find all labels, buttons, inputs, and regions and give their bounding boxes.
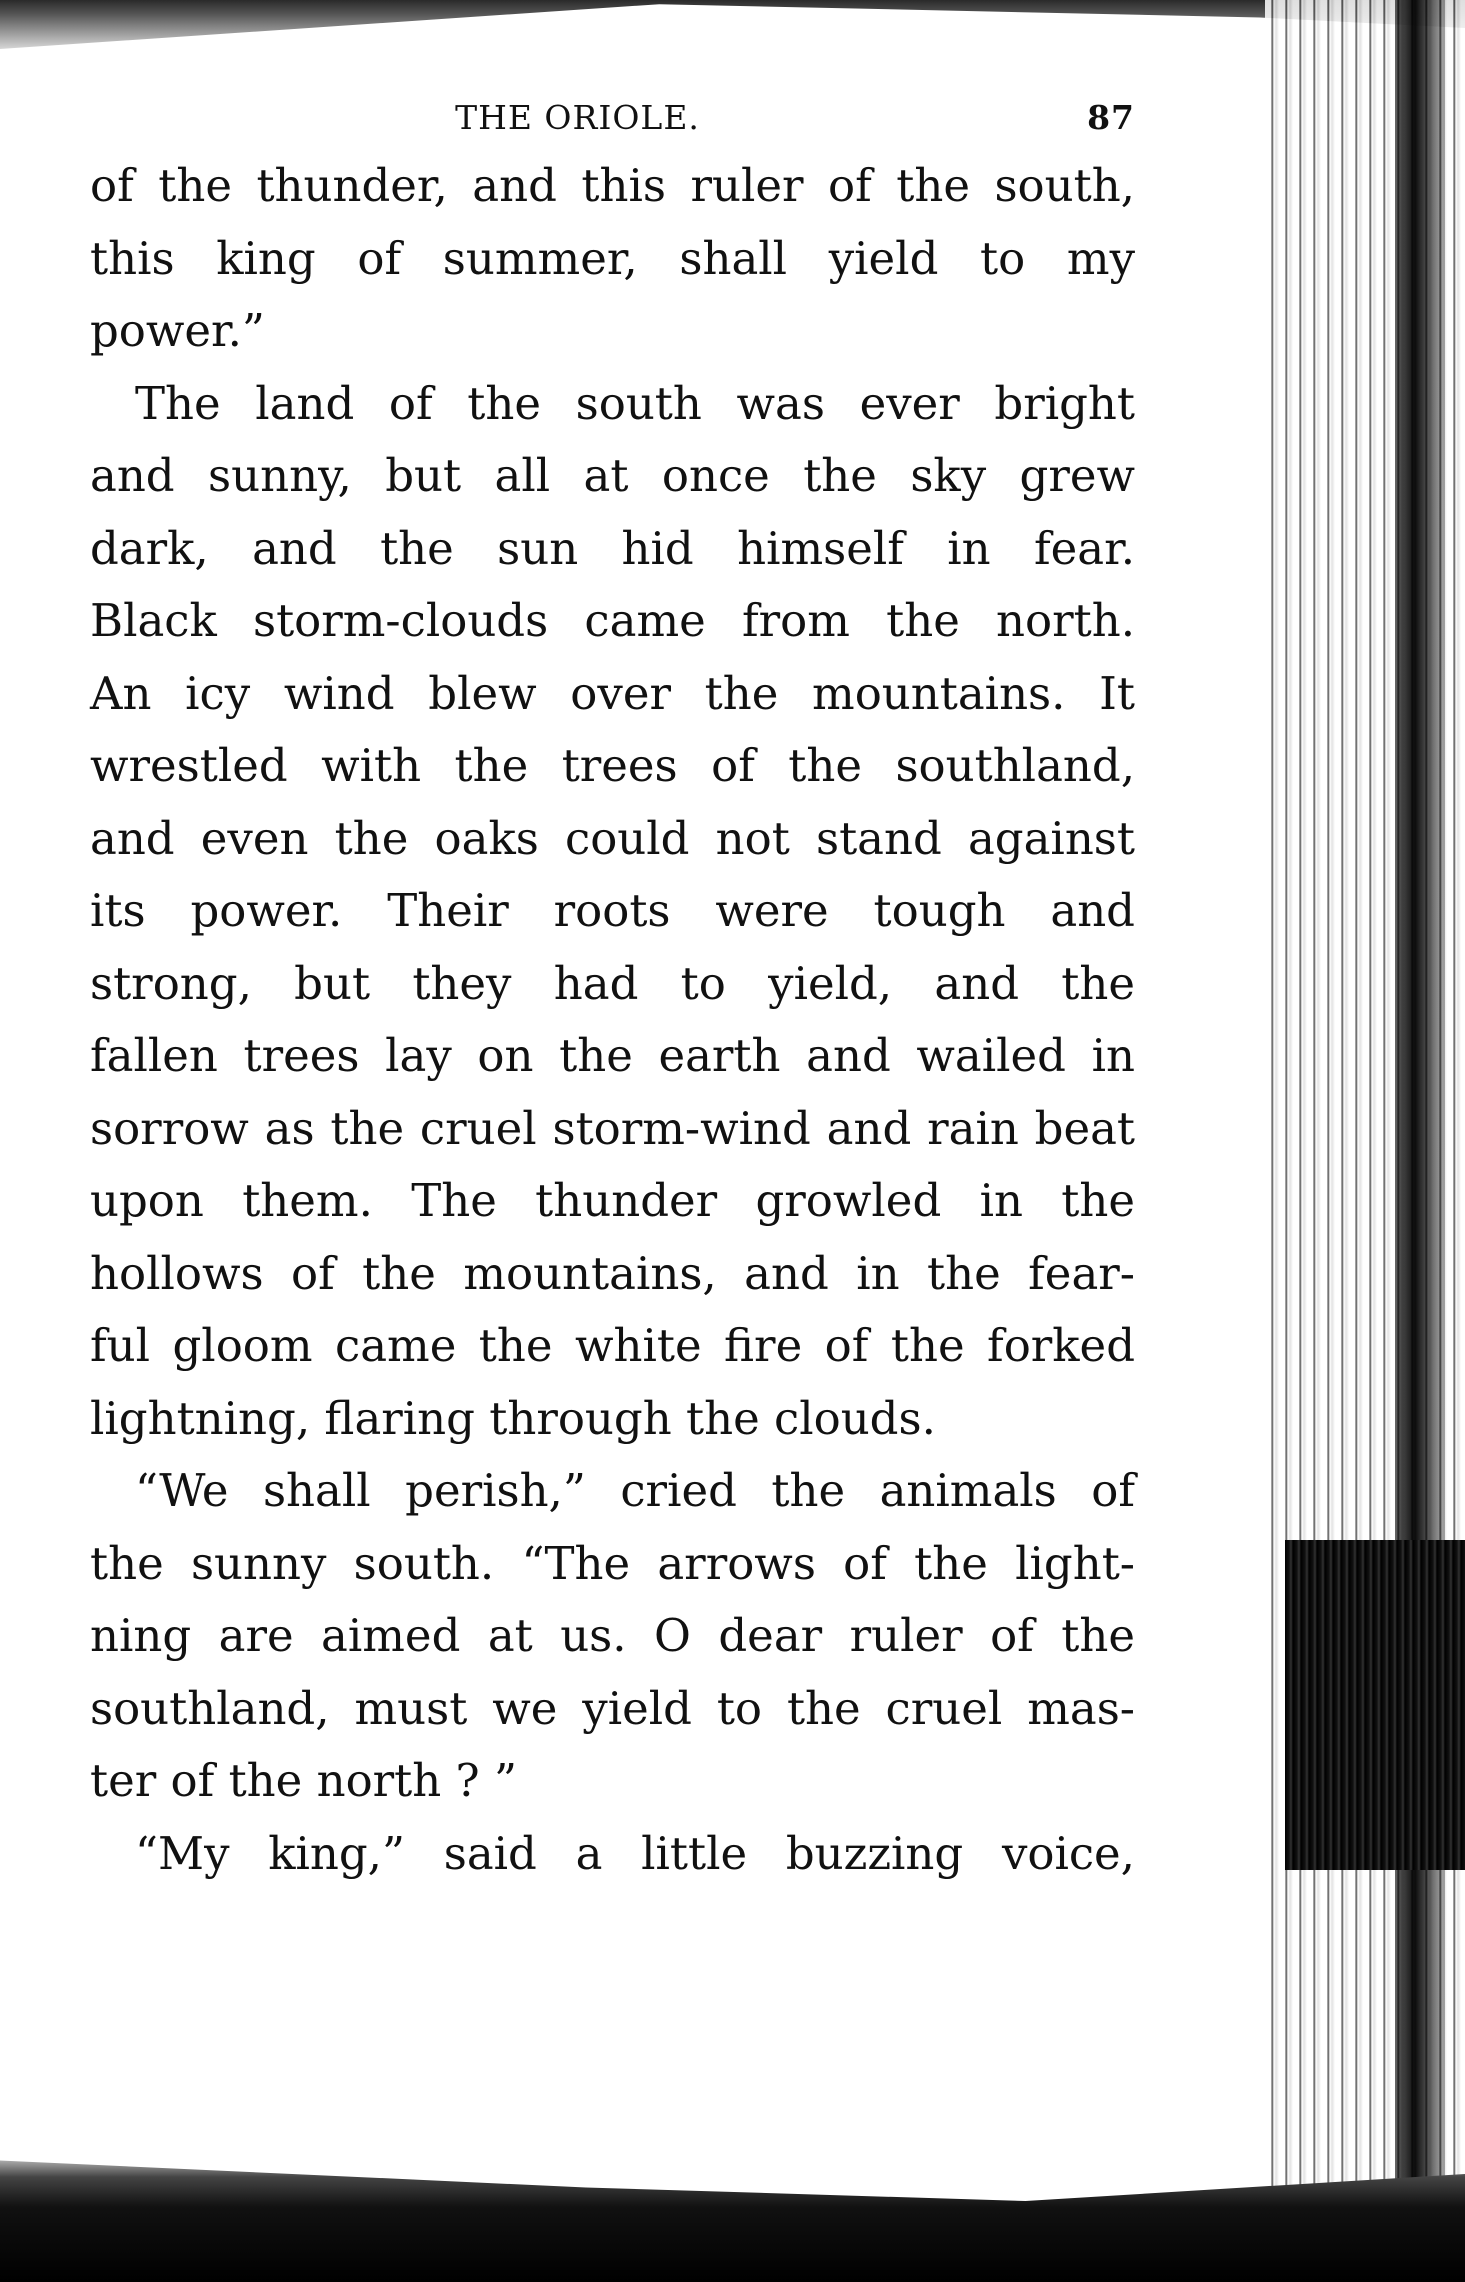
text-line: ning are aimed at us. O dear ruler of the bbox=[90, 1609, 1135, 1662]
text-line: fallen trees lay on the earth and wailed in bbox=[90, 1029, 1135, 1082]
text-line: ter of the north ? ” bbox=[90, 1754, 517, 1807]
text-line: hollows of the mountains, and in the fear- bbox=[90, 1246, 1135, 1300]
paragraph bbox=[90, 1455, 1135, 1818]
text-line: wrestled with the trees of the southland, bbox=[90, 739, 1135, 792]
body-text bbox=[90, 150, 1135, 1890]
paragraph bbox=[90, 150, 1135, 368]
text-line: and even the oaks could not stand against bbox=[90, 811, 1135, 865]
running-title: THE ORIOLE. bbox=[455, 98, 700, 137]
paragraph bbox=[90, 368, 1135, 1456]
scan-binding-shadow bbox=[1395, 0, 1445, 2282]
page-header bbox=[90, 90, 1135, 150]
text-line: its power. Their roots were tough and bbox=[90, 884, 1135, 937]
text-line: lightning, flaring through the clouds. bbox=[90, 1391, 936, 1445]
text-line: upon them. The thunder growled in the bbox=[90, 1174, 1135, 1227]
text-line: dark, and the sun hid himself in fear. bbox=[90, 521, 1135, 575]
scan-edge-bottom bbox=[0, 2147, 1465, 2282]
text-line: “We shall perish,” cried the animals of bbox=[135, 1464, 1135, 1517]
text-line: this king of summer, shall yield to my bbox=[90, 231, 1135, 285]
text-line: “My king,” said a little buzzing voice, bbox=[135, 1826, 1135, 1880]
scan-edge-top bbox=[0, 0, 1465, 70]
text-line: the sunny south. “The arrows of the light- bbox=[90, 1536, 1135, 1590]
text-line: of the thunder, and this ruler of the south, bbox=[90, 159, 1135, 212]
text-line: southland, must we yield to the cruel mas- bbox=[90, 1681, 1135, 1735]
paragraph bbox=[90, 1818, 1135, 1891]
text-line: ful gloom came the white fire of the forked bbox=[90, 1319, 1135, 1372]
text-line: power.” bbox=[90, 304, 265, 357]
text-line: An icy wind blew over the mountains. It bbox=[90, 666, 1135, 720]
text-line: The land of the south was ever bright bbox=[135, 376, 1135, 430]
scan-edge-dark-block bbox=[1285, 1540, 1465, 1870]
text-line: strong, but they had to yield, and the bbox=[90, 956, 1135, 1010]
book-page bbox=[90, 90, 1135, 1890]
page-number: 87 bbox=[1087, 98, 1135, 137]
text-line: sorrow as the cruel storm-wind and rain beat bbox=[90, 1101, 1135, 1155]
text-line: Black storm-clouds came from the north. bbox=[90, 594, 1135, 647]
text-line: and sunny, but all at once the sky grew bbox=[90, 449, 1135, 502]
